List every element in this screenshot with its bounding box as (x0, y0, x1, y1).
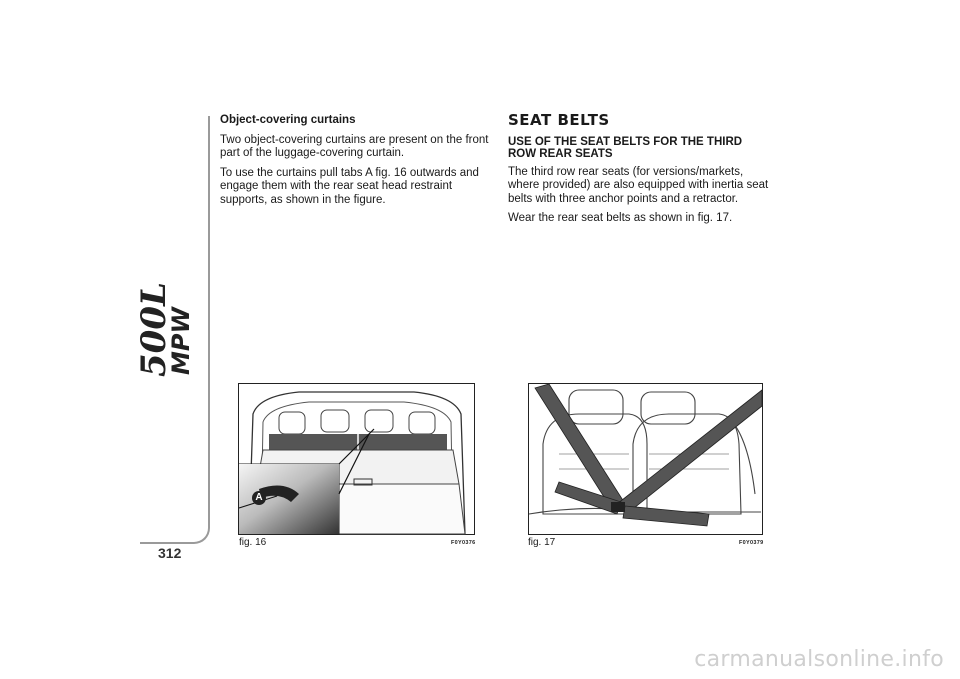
third-row-subtitle: USE OF THE SEAT BELTS FOR THE THIRD ROW REAR SEATS (508, 135, 743, 160)
left-column (220, 114, 490, 213)
seat-belts-paragraph-1: The third row rear seats (for versions/markets, where provided) are also equipped with inertia seat belts with three anchor points and a retractor. (508, 165, 769, 205)
figure-16-caption: fig. 16 (239, 537, 267, 548)
watermark: carmanualsonline.info (694, 647, 944, 672)
figure-16-code: F0Y0376 (451, 540, 476, 546)
callout-a: A (252, 491, 266, 505)
right-column (508, 111, 773, 232)
figure-17-illustration (528, 383, 763, 535)
svg-text:MPW: MPW (167, 307, 195, 375)
brand-logo (134, 280, 210, 390)
figure-16-illustration (238, 383, 475, 535)
figure-17-code: F0Y0379 (739, 540, 764, 546)
seat-belts-title: SEAT BELTS (508, 111, 610, 129)
svg-text:500L: 500L (134, 282, 174, 377)
curtains-paragraph-1: Two object-covering curtains are present on the front part of the luggage-covering curtain. (220, 133, 489, 159)
figure-17-caption: fig. 17 (528, 537, 556, 548)
curtains-paragraph-2: To use the curtains pull tabs A fig. 16 outwards and engage them with the rear seat head restraint supports, as shown in the figure. (220, 166, 479, 206)
seat-belts-paragraph-2: Wear the rear seat belts as shown in fig. 17. (508, 212, 733, 224)
curtains-heading: Object-covering curtains (220, 114, 356, 126)
page-number: 312 (158, 545, 182, 561)
